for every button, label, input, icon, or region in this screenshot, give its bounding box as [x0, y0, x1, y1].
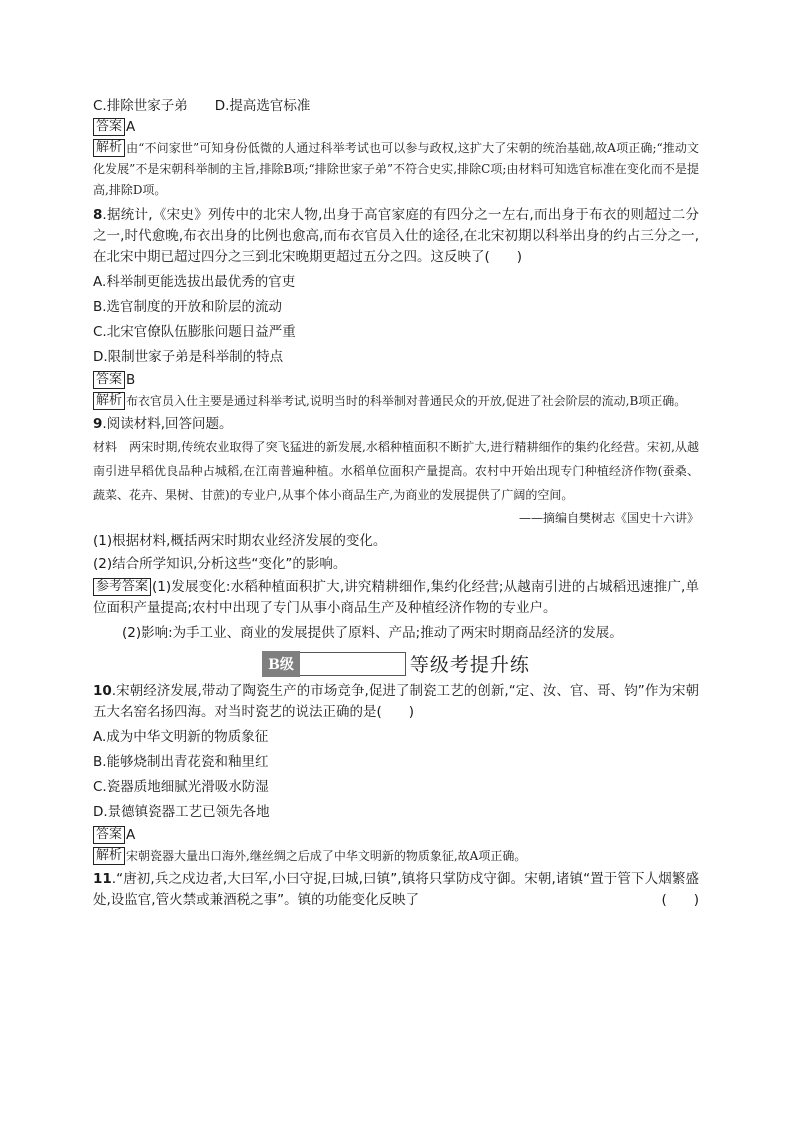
q9-source: ——摘编自樊树志《国史十六讲》	[518, 511, 699, 525]
q9-sub2: (2)结合所学知识,分析这些“变化”的影响。	[93, 556, 347, 572]
analysis-label: 解析	[93, 847, 125, 865]
q8-analysis	[93, 391, 699, 412]
analysis-text: 宋朝瓷器大量出口海外,继丝绸之后成了中华文明新的物质象征,故A项正确。	[126, 849, 527, 863]
answer-value: A	[126, 827, 136, 843]
q9-reference-answer	[93, 577, 699, 619]
question-text: .据统计,《宋史》列传中的北宋人物,出身于高官家庭的有四分之一左右,而出身于布衣的则超过二分之一,时代愈晚,布衣出身的比例也愈高,而布衣官员入仕的途径,在北宋初期以科举出身的约占三分之一,在北宋中期已超过四分之三到北宋晚期更超过五分之四。这反映了( )	[93, 207, 699, 265]
q8-option-c: C.北宋官僚队伍膨胀问题日益严重	[93, 324, 296, 340]
q9-stem	[93, 414, 699, 435]
answer-value: A	[126, 119, 136, 135]
reference-answer-1: (1)发展变化:水稻种植面积扩大,讲究精耕细作,集约化经营;从越南引进的占城稻迅速推广,单位面积产量提高;农村中出现了专门从事小商品生产及种植经济作物的专业户。	[93, 579, 699, 616]
level-badge: B级	[262, 651, 300, 677]
q10-option-b: B.能够烧制出青花瓷和釉里红	[93, 754, 269, 770]
q10-option-d: D.景德镇瓷器工艺已领先各地	[93, 804, 270, 820]
q9-reference-answer-2: (2)影响:为手工业、商业的发展提供了原料、产品;推动了两宋时期商品经济的发展。	[122, 625, 623, 641]
question-number: 11	[93, 871, 112, 887]
q10-analysis	[93, 846, 699, 867]
answer-label: 答案	[93, 118, 125, 136]
question-number: 9	[93, 416, 103, 432]
q10-option-a: A.成为中华文明新的物质象征	[93, 729, 269, 745]
answer-paren: ( )	[661, 892, 699, 908]
analysis-text: 由“不问家世”可知身份低微的人通过科举考试也可以参与政权,这扩大了宋朝的统治基础,故A项正确;“推动文化发展”不是宋朝科举制的主旨,排除B项;“排除世家子弟”不符合史实,排除C项;由材料可知选官标准在变化而不是提高,排除D项。	[93, 141, 699, 197]
q8-answer	[93, 370, 699, 391]
question-text: .阅读材料,回答问题。	[102, 416, 233, 432]
q10-option-c: C.瓷器质地细腻光滑吸水防湿	[93, 779, 269, 795]
q8-option-a: A.科举制更能选拔出最优秀的官吏	[93, 274, 296, 290]
answer-value: B	[126, 372, 136, 388]
level-underline	[300, 652, 406, 676]
q8-stem	[93, 205, 699, 268]
q7-options-cd: C.排除世家子弟 D.提高选官标准	[93, 98, 311, 114]
q11-stem	[93, 869, 699, 911]
level-title: 等级考提升练	[409, 654, 530, 676]
analysis-label: 解析	[93, 392, 125, 410]
question-text: .宋朝经济发展,带动了陶瓷生产的市场竞争,促进了制瓷工艺的创新,“定、汝、官、哥、钧”作为宋朝五大名窑名扬四海。对当时瓷艺的说法正确的是( )	[93, 683, 699, 720]
q7-analysis	[93, 138, 699, 201]
q7-answer	[93, 117, 699, 138]
question-number: 10	[93, 683, 112, 699]
question-number: 8	[93, 207, 103, 223]
question-text: .“唐初,兵之戍边者,大曰军,小曰守捉,曰城,曰镇”,镇将只掌防戍守御。宋朝,诸镇“置于管下人烟繁盛处,设监官,管火禁或兼酒税之事”。镇的功能变化反映了	[93, 871, 699, 908]
level-header	[93, 650, 699, 677]
q8-option-d: D.限制世家子弟是科举制的特点	[93, 349, 284, 365]
reference-answer-label: 参考答案	[93, 578, 151, 596]
answer-label: 答案	[93, 371, 125, 389]
q8-option-b: B.选官制度的开放和阶层的流动	[93, 299, 283, 315]
q10-stem	[93, 681, 699, 723]
q9-material: 材料 两宋时期,传统农业取得了突飞猛进的新发展,水稻种植面积不断扩大,进行精耕细作的集约化经营。宋初,从越南引进早稻优良品种占城稻,在江南普遍种植。水稻单位面积产量提高。农村中开始出现专门种植经济作物(蚕桑、蔬菜、花卉、果树、甘蔗)的专业户,从事个体小商品生产,为商业的发展提供了广阔的空间。	[93, 440, 699, 502]
analysis-text: 布衣官员入仕主要是通过科举考试,说明当时的科举制对普通民众的开放,促进了社会阶层的流动,B项正确。	[126, 394, 687, 408]
q9-sub1: (1)根据材料,概括两宋时期农业经济发展的变化。	[93, 533, 387, 549]
analysis-label: 解析	[93, 139, 125, 157]
document-page	[93, 96, 699, 911]
q10-answer	[93, 825, 699, 846]
answer-label: 答案	[93, 826, 125, 844]
